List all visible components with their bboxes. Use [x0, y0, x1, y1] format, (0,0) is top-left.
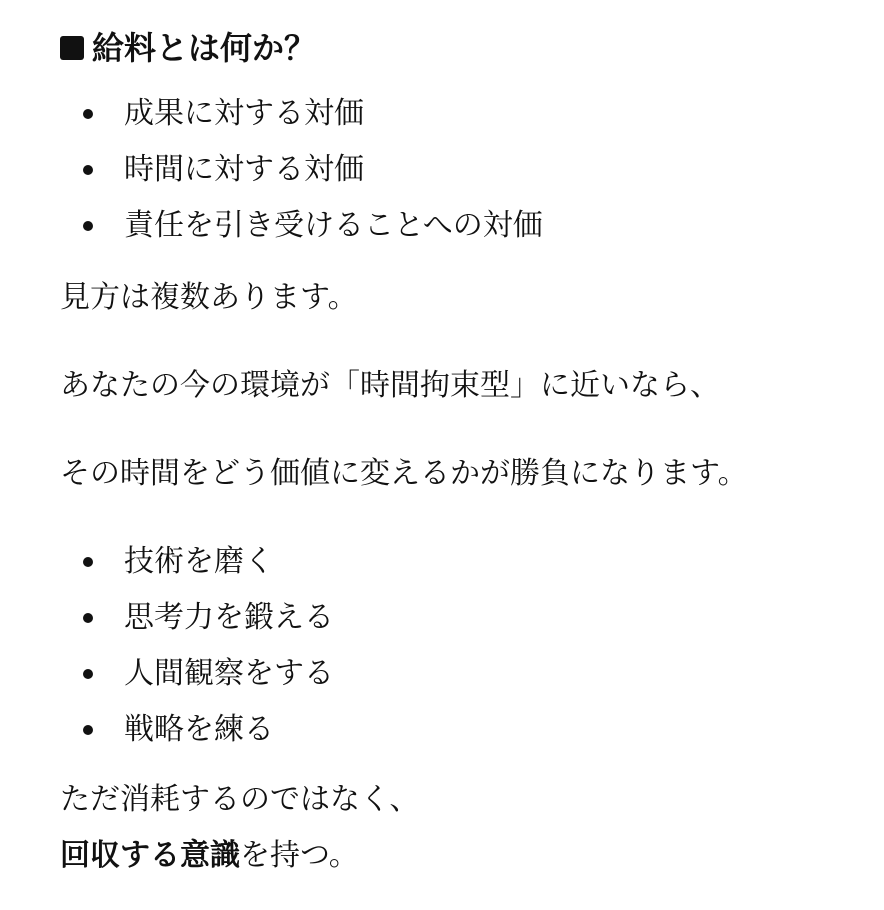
bullet-icon [83, 165, 93, 175]
list-item-text: 責任を引き受けることへの対価 [124, 208, 543, 243]
list-item [60, 646, 334, 702]
paragraph: あなたの今の環境が「時間拘束型」に近いなら、 [60, 368, 720, 403]
list-item [60, 590, 334, 646]
bullet-icon [83, 613, 93, 623]
closing-line-emphasis [60, 834, 359, 878]
bullet-icon [83, 109, 93, 119]
paragraph: その時間をどう価値に変えるかが勝負になります。 [60, 456, 748, 491]
list-item-text: 人間観察をする [124, 656, 334, 691]
bullet-icon [83, 725, 93, 735]
list-item-text: 戦略を練る [124, 712, 274, 747]
list-item-text: 技術を磨く [124, 544, 274, 579]
list-item [60, 142, 543, 198]
bullet-icon [83, 557, 93, 567]
action-list [60, 534, 334, 758]
bullet-icon [83, 221, 93, 231]
list-item-text: 思考力を鍛える [124, 600, 334, 635]
salary-definition-list [60, 86, 543, 254]
heading-text: 給料とは何か？ [92, 29, 317, 67]
bold-phrase: 回収する意識 [60, 838, 240, 873]
black-square-icon [60, 36, 84, 60]
list-item-text: 時間に対する対価 [124, 152, 364, 187]
section-heading [60, 24, 316, 72]
closing-line: ただ消耗するのではなく、 [60, 782, 420, 817]
closing-line-rest: を持つ。 [240, 838, 359, 873]
list-item [60, 534, 334, 590]
list-item [60, 198, 543, 254]
list-item [60, 86, 543, 142]
bullet-icon [83, 669, 93, 679]
list-item-text: 成果に対する対価 [124, 96, 364, 131]
paragraph: 見方は複数あります。 [60, 280, 358, 315]
list-item [60, 702, 334, 758]
